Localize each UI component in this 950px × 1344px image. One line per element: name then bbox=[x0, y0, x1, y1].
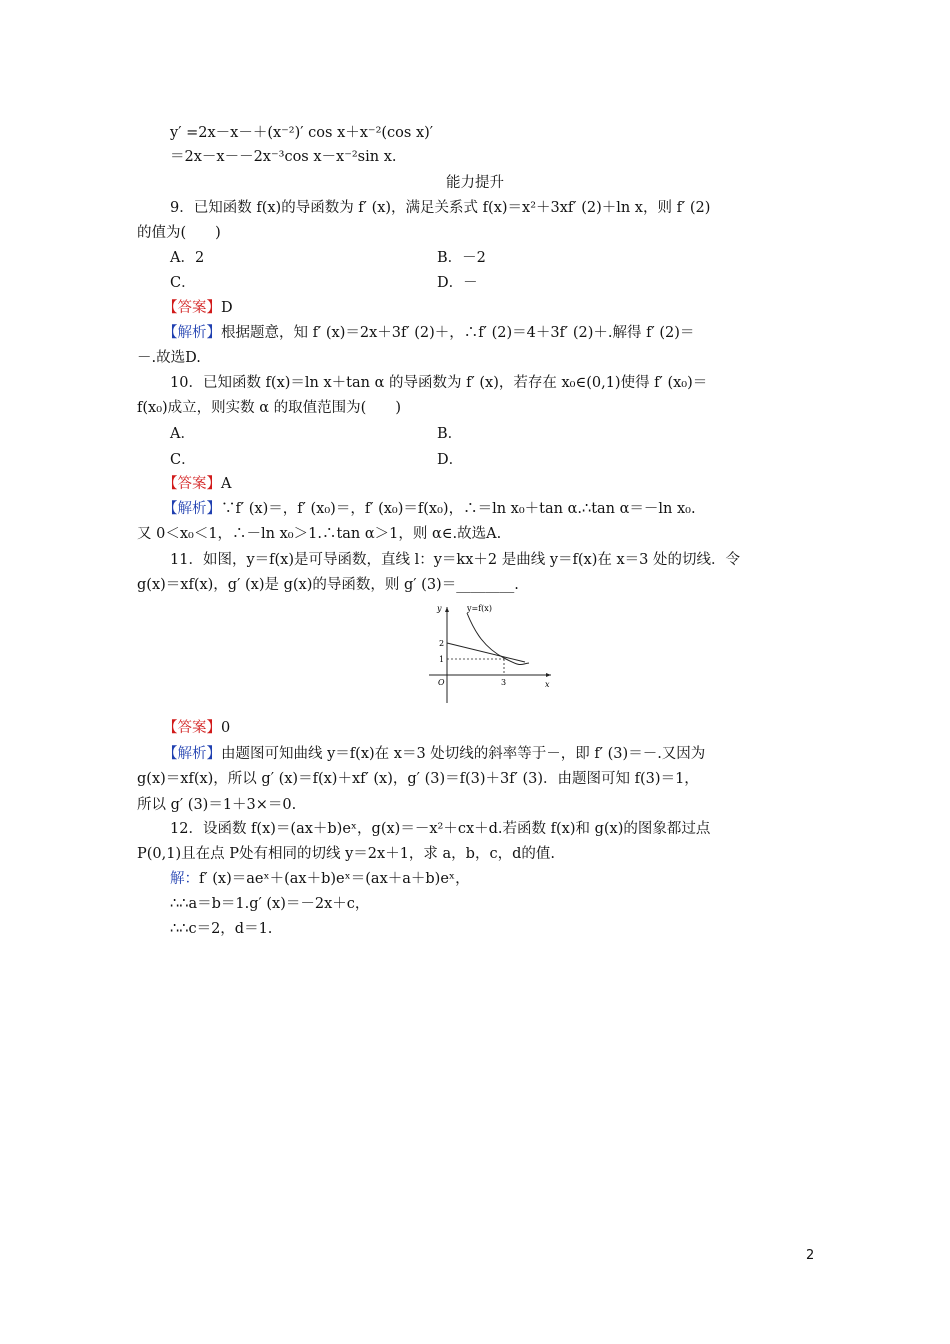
solution-12-line-3: ∴∴c＝2，d＝1. bbox=[170, 921, 273, 937]
curve-f bbox=[467, 613, 529, 665]
question-10-line-1: 10．已知函数 f(x)＝ln x＋tan α 的导函数为 f′ (x)，若存在 x₀∈(0,1)使得 f′ (x₀)＝ bbox=[170, 375, 708, 391]
answer-tag: 【答案】 bbox=[163, 720, 221, 736]
tick-label-1: 1 bbox=[439, 655, 445, 664]
question-9-option-d: D．－ bbox=[437, 275, 478, 291]
x-axis-arrow bbox=[546, 673, 551, 677]
page-number: 2 bbox=[806, 1248, 815, 1263]
explanation-tag: 【解析】 bbox=[163, 501, 221, 517]
explanation-tag: 【解析】 bbox=[163, 746, 221, 762]
question-9-option-c: C． bbox=[170, 275, 196, 291]
explanation-11-line-2: g(x)＝xf(x)，所以 g′ (x)＝f(x)＋xf′ (x)，g′ (3)＝f(3)＋3f′ (3)．由题图可知 f(3)＝1， bbox=[137, 771, 699, 787]
question-12-line-2: P(0,1)且在点 P处有相同的切线 y＝2x＋1，求 a，b，c，d的值. bbox=[137, 846, 555, 862]
answer-9 bbox=[163, 299, 233, 317]
question-10-option-d: D． bbox=[437, 452, 464, 468]
derivation-line-2: ＝2x－x－－2x⁻³cos x－x⁻²sin x. bbox=[170, 149, 397, 165]
solution-12-line-2: ∴∴a＝b＝1.g′ (x)＝－2x＋c， bbox=[170, 896, 370, 912]
answer-tag: 【答案】 bbox=[163, 476, 221, 492]
explanation-9-line-2: －.故选D. bbox=[137, 350, 201, 366]
tangent-line-graph bbox=[425, 603, 555, 709]
x-axis-label: x bbox=[545, 680, 550, 689]
answer-tag: 【答案】 bbox=[163, 300, 221, 316]
y-axis-label: y bbox=[437, 604, 442, 613]
solution-text: f′ (x)＝aeˣ＋(ax＋b)eˣ＝(ax＋a＋b)eˣ， bbox=[199, 871, 470, 887]
question-9-option-b: B．－2 bbox=[437, 250, 486, 266]
question-10-option-c: C． bbox=[170, 452, 196, 468]
question-9-line-1: 9．已知函数 f(x)的导函数为 f′ (x)，满足关系式 f(x)＝x²＋3xf′ (2)＋ln x，则 f′ (2) bbox=[170, 200, 711, 216]
y-axis-arrow bbox=[445, 607, 449, 612]
answer-10 bbox=[163, 475, 231, 493]
question-9-line-2: 的值为( ) bbox=[137, 225, 221, 241]
answer-value: D bbox=[221, 300, 233, 316]
tick-label-3: 3 bbox=[501, 678, 507, 687]
answer-value: A bbox=[221, 476, 232, 492]
question-10-option-a: A． bbox=[170, 426, 195, 442]
explanation-11-line-1 bbox=[163, 745, 705, 763]
answer-value: 0 bbox=[221, 720, 231, 736]
explanation-text: 由题图可知曲线 y＝f(x)在 x＝3 处切线的斜率等于－，即 f′ (3)＝－.又因为 bbox=[221, 746, 706, 762]
derivation-line-1: y′ =2x－x－＋(x⁻²)′ cos x＋x⁻²(cos x)′ bbox=[170, 125, 434, 141]
explanation-text: 根据题意，知 f′ (x)＝2x＋3f′ (2)＋，∴f′ (2)＝4＋3f′ (2)＋.解得 f′ (2)＝ bbox=[221, 325, 695, 341]
origin-label: O bbox=[438, 678, 445, 687]
question-11-line-2: g(x)＝xf(x)，g′ (x)是 g(x)的导函数，则 g′ (3)＝________. bbox=[137, 577, 519, 593]
explanation-10-line-2: 又 0＜x₀＜1，∴－ln x₀＞1.∴tan α＞1，则 α∈.故选A. bbox=[137, 526, 502, 542]
solution-12-line-1 bbox=[170, 870, 470, 888]
tick-label-2: 2 bbox=[439, 639, 445, 648]
question-11-line-1: 11．如图，y＝f(x)是可导函数，直线 l：y＝kx＋2 是曲线 y＝f(x)在 x＝3 处的切线．令 bbox=[170, 552, 741, 568]
explanation-10-line-1 bbox=[163, 500, 696, 518]
question-12-line-1: 12．设函数 f(x)＝(ax＋b)eˣ，g(x)＝－x²＋cx＋d.若函数 f(x)和 g(x)的图象都过点 bbox=[170, 821, 711, 837]
answer-11 bbox=[163, 719, 230, 737]
explanation-text: ∵f′ (x)＝，f′ (x₀)＝，f′ (x₀)＝f(x₀)，∴＝ln x₀＋tan α.∴tan α＝－ln x₀. bbox=[221, 501, 696, 517]
section-title: 能力提升 bbox=[446, 175, 504, 191]
explanation-11-line-3: 所以 g′ (3)＝1＋3×＝0. bbox=[137, 797, 297, 813]
question-9-option-a: A．2 bbox=[170, 250, 205, 266]
curve-label: y=f(x) bbox=[467, 604, 492, 613]
solution-tag: 解： bbox=[170, 871, 199, 887]
question-10-line-2: f(x₀)成立，则实数 α 的取值范围为( ) bbox=[137, 400, 401, 416]
explanation-tag: 【解析】 bbox=[163, 325, 221, 341]
question-10-option-b: B． bbox=[437, 426, 463, 442]
tangent-line bbox=[447, 643, 525, 662]
explanation-9-line-1 bbox=[163, 324, 694, 342]
